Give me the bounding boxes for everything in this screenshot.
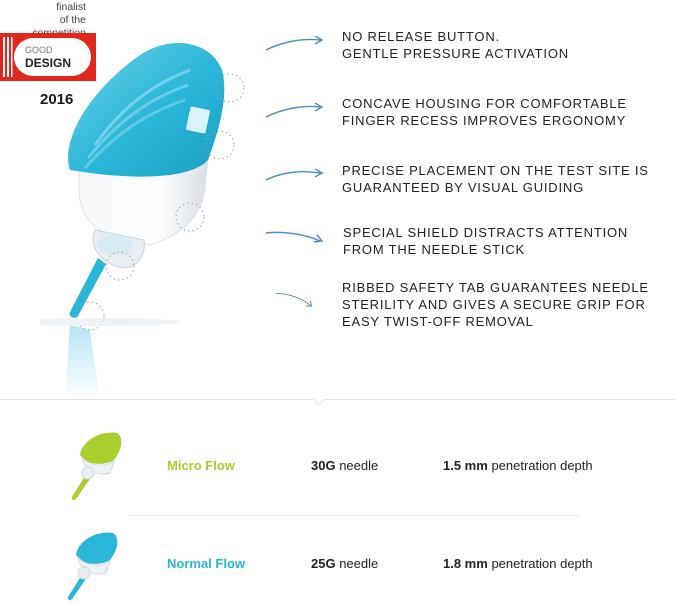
feature-line: FROM THE NEEDLE STICK	[343, 242, 525, 257]
logo-text-design: DESIGN	[25, 56, 72, 70]
needle-gauge	[311, 556, 378, 571]
variant-name	[167, 458, 235, 473]
feature-line: GUARANTEED BY VISUAL GUIDING	[342, 180, 585, 195]
feature-line: CONCAVE HOUSING FOR COMFORTABLE	[342, 96, 627, 111]
feature-item	[342, 28, 569, 62]
feature-item	[343, 224, 628, 258]
feature-line: EASY TWIST-OFF REMOVAL	[342, 314, 534, 329]
variant-name	[167, 556, 245, 571]
feature-arrow-icon	[264, 168, 326, 184]
feature-line: PRECISE PLACEMENT ON THE TEST SITE IS	[342, 163, 649, 178]
feature-arrow-icon	[264, 292, 326, 308]
penetration-depth	[443, 556, 593, 571]
feature-arrow-icon	[264, 36, 326, 52]
row-separator	[130, 515, 580, 516]
feature-arrow-icon	[264, 103, 326, 119]
feature-item	[342, 162, 649, 196]
needle-gauge-label: needle	[339, 458, 379, 473]
feature-line: GENTLE PRESSURE ACTIVATION	[342, 46, 569, 61]
penetration-depth-label: penetration depth	[491, 556, 593, 571]
needle-gauge-value: 30G	[311, 458, 336, 473]
feature-arrow-icon	[264, 229, 326, 245]
feature-item	[342, 95, 627, 129]
award-caption-line1: finalist	[56, 1, 86, 13]
award-year: 2016	[40, 91, 74, 108]
feature-line: FINGER RECESS IMPROVES ERGONOMY	[342, 113, 627, 128]
divider-notch	[313, 393, 325, 405]
section-divider	[0, 399, 675, 400]
variant-name-text: Micro Flow	[167, 458, 235, 473]
feature-line: RIBBED SAFETY TAB GUARANTEES NEEDLE	[342, 280, 649, 295]
penetration-depth-value: 1.8 mm	[443, 556, 488, 571]
penetration-depth	[443, 458, 593, 473]
normal-flow-device-icon	[58, 525, 128, 604]
feature-line: STERILITY AND GIVES A SECURE GRIP FOR	[342, 297, 646, 312]
award-caption-line2: of the	[59, 14, 86, 26]
feature-line: SPECIAL SHIELD DISTRACTS ATTENTION	[343, 225, 629, 240]
feature-item	[342, 279, 649, 330]
needle-gauge-value: 25G	[311, 556, 336, 571]
penetration-depth-label: penetration depth	[491, 458, 593, 473]
feature-line: NO RELEASE BUTTON.	[342, 29, 500, 44]
variant-name-text: Normal Flow	[167, 556, 246, 571]
penetration-depth-value: 1.5 mm	[443, 458, 488, 473]
logo-text-good: GOOD	[25, 45, 53, 55]
micro-flow-device-icon	[62, 425, 132, 505]
needle-gauge-label: needle	[339, 556, 379, 571]
needle-gauge	[311, 458, 378, 473]
lancing-device-image	[40, 30, 270, 410]
